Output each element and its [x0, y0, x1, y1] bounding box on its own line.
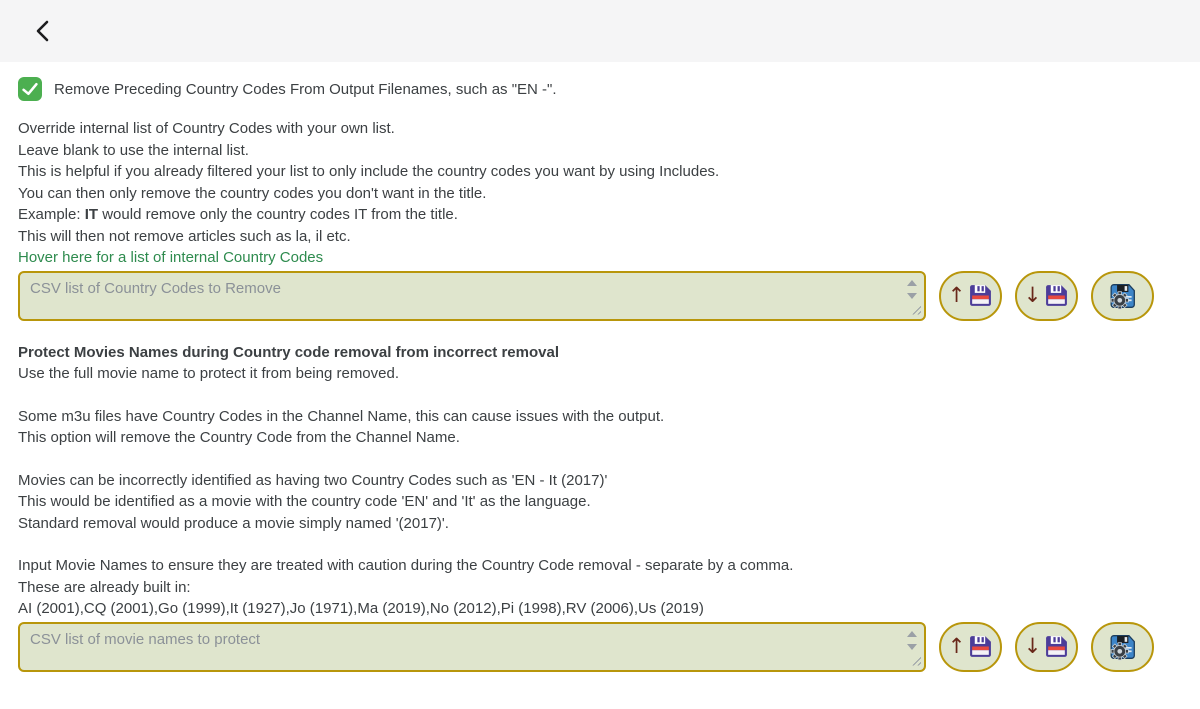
settings-content	[0, 77, 1200, 672]
help-line: This would be identified as a movie with the country code 'EN' and 'It' as the language.	[18, 493, 591, 510]
floppy-disk-icon	[968, 283, 993, 308]
movie-names-input-row	[18, 622, 1182, 672]
example-bold-code: IT	[84, 206, 99, 223]
save-list-up-button[interactable]	[939, 622, 1002, 672]
save-list-down-button[interactable]	[1015, 622, 1078, 672]
chevron-left-icon	[34, 19, 51, 43]
checkbox-label: Remove Preceding Country Codes From Output Filenames, such as "EN -".	[54, 80, 557, 98]
help-line: Standard removal would produce a movie simply named '(2017)'.	[18, 514, 449, 532]
internal-country-codes-hover-link[interactable]: Hover here for a list of internal Country Codes	[18, 249, 324, 266]
save-settings-button[interactable]	[1091, 271, 1154, 321]
help-line: Input Movie Names to ensure they are treated with caution during the Country Code removal - separate by a comma.	[18, 557, 794, 574]
country-codes-input-row	[18, 271, 1182, 321]
floppy-disk-icon	[1044, 634, 1069, 659]
save-settings-button[interactable]	[1091, 622, 1154, 672]
save-list-down-button[interactable]	[1015, 271, 1078, 321]
example-suffix: would remove only the country codes IT from the title.	[98, 206, 458, 223]
movie-names-textarea-wrap	[18, 622, 926, 672]
up-arrow-icon: ↑	[947, 283, 966, 307]
gear-floppy-icon	[1109, 633, 1137, 661]
m3u-country-codes-note	[18, 406, 1182, 449]
remove-country-codes-option	[18, 77, 1182, 101]
country-codes-textarea-wrap	[18, 271, 926, 321]
help-line: Some m3u files have Country Codes in the Channel Name, this can cause issues with the output.	[18, 407, 665, 425]
help-line: You can then only remove the country codes you don't want in the title.	[18, 184, 487, 202]
floppy-disk-icon	[968, 634, 993, 659]
help-line: This will then not remove articles such as la, il etc.	[18, 227, 351, 245]
incorrect-identification-note	[18, 470, 1182, 535]
country-codes-to-remove-input[interactable]	[18, 271, 926, 321]
remove-country-codes-checkbox[interactable]	[18, 77, 42, 101]
input-movie-names-note	[18, 555, 1182, 620]
back-button[interactable]	[30, 15, 55, 47]
down-arrow-icon: ↓	[1023, 283, 1042, 307]
help-line: Leave blank to use the internal list.	[18, 141, 249, 159]
help-line: This is helpful if you already filtered your list to only include the country codes you want by using Includes.	[18, 163, 720, 180]
help-line: Movies can be incorrectly identified as having two Country Codes such as 'EN - It (2017)'	[18, 471, 608, 489]
help-line: Use the full movie name to protect it from being removed.	[18, 365, 400, 382]
checkmark-icon	[22, 82, 38, 96]
save-list-up-button[interactable]	[939, 271, 1002, 321]
protect-movies-section	[18, 342, 1182, 385]
up-arrow-icon: ↑	[947, 634, 966, 658]
help-line: This option will remove the Country Code from the Channel Name.	[18, 429, 460, 446]
top-header-bar	[0, 0, 1200, 62]
movie-names-to-protect-input[interactable]	[18, 622, 926, 672]
built-in-movie-list: AI (2001),CQ (2001),Go (1999),It (1927),Jo (1971),Ma (2019),No (2012),Pi (1998),RV (2006),Us (2019)	[18, 600, 704, 617]
down-arrow-icon: ↓	[1023, 634, 1042, 658]
gear-floppy-icon	[1109, 282, 1137, 310]
help-line-example	[18, 204, 1182, 226]
help-line: Override internal list of Country Codes with your own list.	[18, 120, 395, 137]
help-line: These are already built in:	[18, 578, 191, 596]
protect-movies-heading: Protect Movies Names during Country code removal from incorrect removal	[18, 343, 559, 361]
country-code-help-text	[18, 118, 1182, 269]
floppy-disk-icon	[1044, 283, 1069, 308]
example-prefix: Example:	[18, 206, 85, 223]
